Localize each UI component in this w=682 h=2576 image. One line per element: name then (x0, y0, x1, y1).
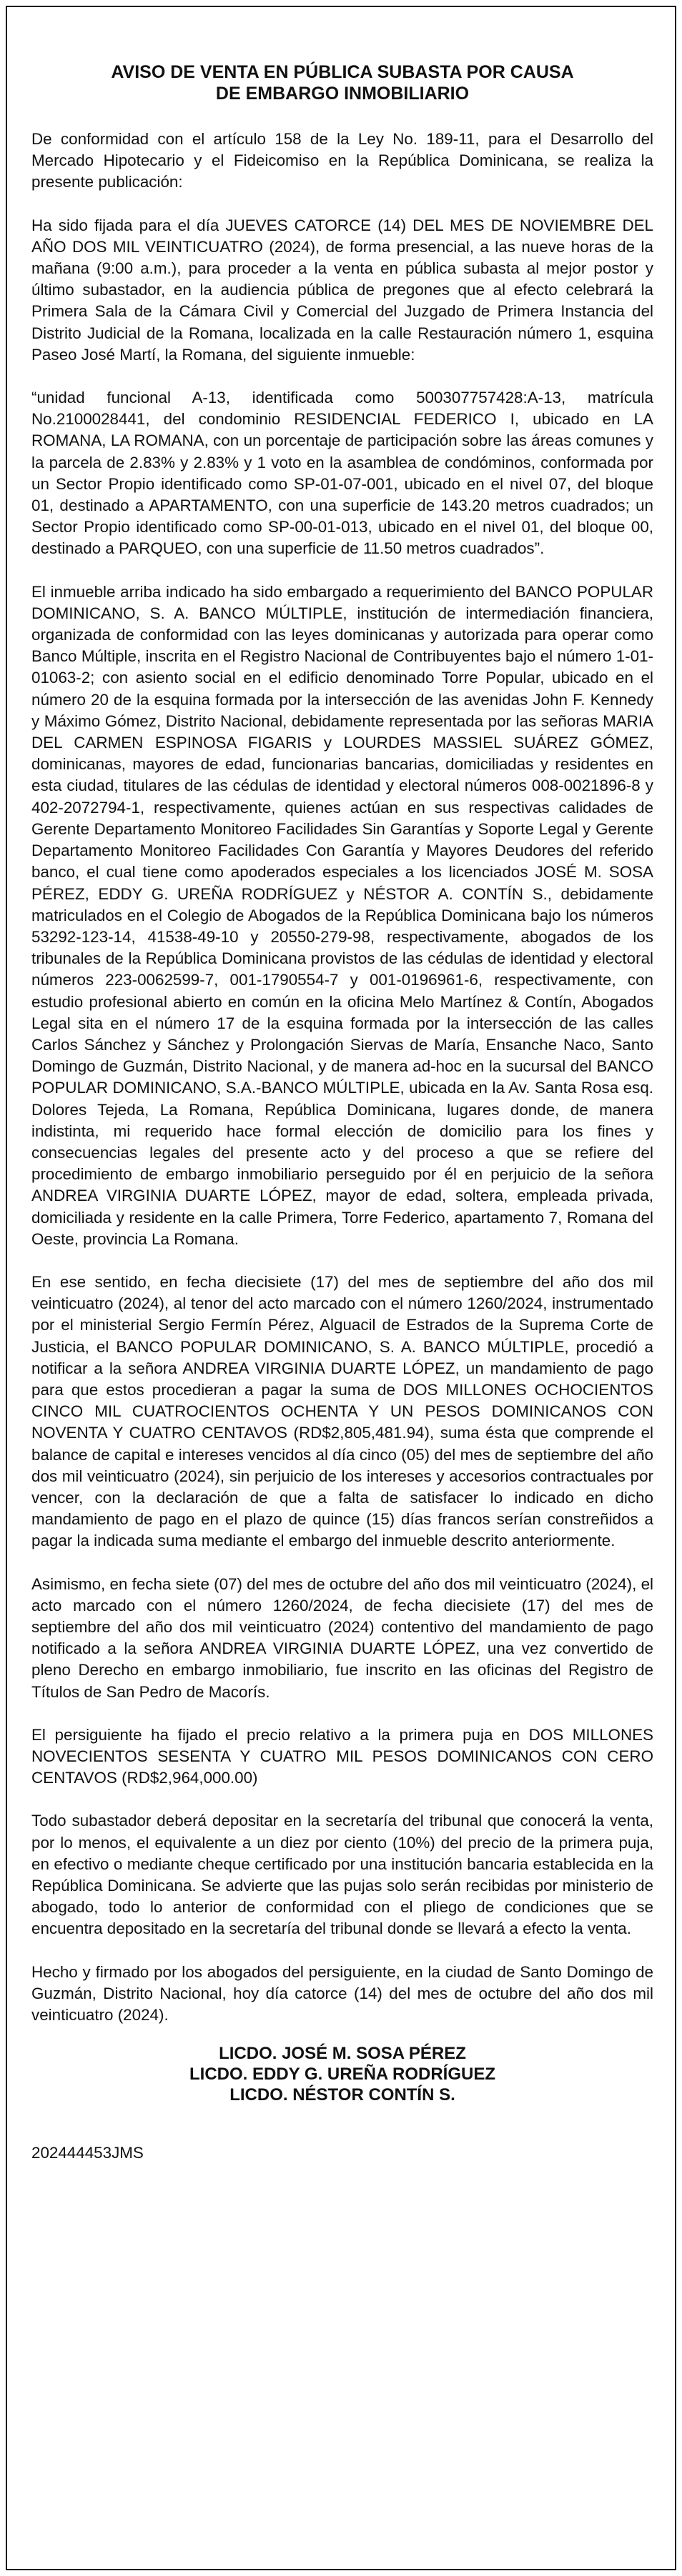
notice-frame (6, 6, 676, 2570)
notice-title-line2: DE EMBARGO INMOBILIARIO (215, 84, 470, 104)
paragraph-property-description: “unidad funcional A-13, identificada como 500307757428:A-13, matrícula No.2100028441, del condominio RESIDENCIAL FEDERICO I, ubicado en LA ROMANA, LA ROMANA, con un porcentaje de participación sobre las áreas comunes y la parcela de 2.83% y 2.83% y 1 voto en la asamblea de condóminos, conformada por un Sector Propio identificado como SP-01-07-001, ubicado en el nivel 07, del bloque 01, destinado a APARTAMENTO, con una superficie de 143.20 metros cuadrados; un Sector Propio identificado como SP-00-01-013, ubicado en el nivel 01, del bloque 00, destinado a PARQUEO, con una superficie de 11.50 metros cuadrados”. (31, 389, 653, 558)
signature-block (31, 2043, 653, 2105)
paragraph-deposit-conditions: Todo subastador deberá depositar en la secretaría del tribunal que conocerá la venta, por lo menos, el equivalente a un diez por ciento (10%) del precio de la primera puja, en efectivo o mediante cheque certificado por una institución bancaria establecida en la República Dominicana. Se advierte que las pujas solo serán recibidas por ministerio de abogado, todo lo anterior de conformidad con el pliego de condiciones que se encuentra depositado en la secretaría del tribunal donde se llevará a efecto la venta. (31, 1812, 653, 1938)
notice-title (31, 61, 653, 104)
signature-line: LICDO. NÉSTOR CONTÍN S. (229, 2085, 455, 2105)
paragraph-first-bid-price: El persiguiente ha fijado el precio relativo a la primera puja en DOS MILLONES NOVECIENTOS SESENTA Y CUATRO MIL PESOS DOMINICANOS CON CERO CENTAVOS (RD$2,964,000.00) (31, 1725, 653, 1787)
notice-body (31, 61, 653, 2164)
paragraph-signed: Hecho y firmado por los abogados del persiguiente, en la ciudad de Santo Domingo de Guzmán, Distrito Nacional, hoy día catorce (14) del mes de octubre del año dos mil veinticuatro (2024). (31, 1962, 653, 2025)
paragraph-auction-date: Ha sido fijada para el día JUEVES CATORCE (14) DEL MES DE NOVIEMBRE DEL AÑO DOS MIL VEINTICUATRO (2024), de forma presencial, a las nueve horas de la mañana (9:00 a.m.), para proceder a la venta en pública subasta al mejor postor y último subastador, en la audiencia pública de pregones que al efecto celebrará la Primera Sala de la Cámara Civil y Comercial del Juzgado de Primera Instancia del Distrito Judicial de la Romana, localizada en la calle Restauración número 1, esquina Paseo José Martí, la Romana, del siguiente inmueble: (31, 216, 653, 364)
paragraph-intro: De conformidad con el artículo 158 de la Ley No. 189-11, para el Desarrollo del Mercado Hipotecario y el Fideicomiso en la República Dominicana, se realiza la presente publicación: (31, 130, 653, 191)
paragraph-seizure-details: El inmueble arriba indicado ha sido embargado a requerimiento del BANCO POPULAR DOMINICANO, S. A. BANCO MÚLTIPLE, institución de intermediación financiera, organizada de conformidad con las leyes dominicanas y autorizada para operar como Banco Múltiple, inscrita en el Registro Nacional de Contribuyentes bajo el número 1-01-01063-2; con asiento social en el edificio denominado Torre Popular, ubicado en el número 20 de la esquina formada por la intersección de las avenidas John F. Kennedy y Máximo Gómez, Distrito Nacional, debidamente representada por las señoras MARIA DEL CARMEN ESPINOSA FIGARIS y LOURDES MASSIEL SUÁREZ GÓMEZ, dominicanas, mayores de edad, funcionarias bancarias, domiciliadas y residentes en esta ciudad, titulares de las cédulas de identidad y electoral números 008-0021896-8 y 402-2072794-1, respectivamente, quienes actúan en sus respectivas calidades de Gerente Departamento Monitoreo Facilidades Sin Garantías y Soporte Legal y Gerente Departamento Monitoreo Facilidades Con Garantía y Mayores Deudores del referido banco, el cual tiene como apoderados especiales a los licenciados JOSÉ M. SOSA PÉREZ, EDDY G. UREÑA RODRÍGUEZ y NÉSTOR A. CONTÍN S., debidamente matriculados en el Colegio de Abogados de la República Dominicana bajo los números 53292-123-14, 41538-49-10 y 20550-279-98, respectivamente, abogados de los tribunales de la República Dominicana provistos de las cédulas de identidad y electoral números 223-0062599-7, 001-1790554-7 y 001-0196961-6, respectivamente, con estudio profesional abierto en común en la oficina Melo Martínez & Contín, Abogados Legal sita en el número 17 de la esquina formada por la intersección de las calles Carlos Sánchez y Sánchez y Prolongación Siervas de María, Ensanche Naco, Santo Domingo de Guzmán, Distrito Nacional, y de manera ad-hoc en la sucursal del BANCO POPULAR DOMINICANO, S.A.-BANCO MÚLTIPLE, ubicada en la Av. Santa Rosa esq. Dolores Tejeda, La Romana, República Dominicana, lugares donde, de manera indistinta, mi requerido hace formal elección de domicilio para los fines y consecuencias legales del presente acto y del proceso a que se refiere del procedimiento de embargo inmobiliario perseguido por él en perjuicio de la señora ANDREA VIRGINIA DUARTE LÓPEZ, mayor de edad, soltera, empleada privada, domiciliada y residente en la calle Primera, Torre Federico, apartamento 7, Romana del Oeste, provincia La Romana. (31, 582, 653, 1248)
signature-line: LICDO. EDDY G. UREÑA RODRÍGUEZ (189, 2065, 496, 2085)
notice-title-line1: AVISO DE VENTA EN PÚBLICA SUBASTA POR CAUSA (111, 62, 574, 82)
paragraph-payment-order: En ese sentido, en fecha diecisiete (17) del mes de septiembre del año dos mil veinticuatro (2024), al tenor del acto marcado con el número 1260/2024, instrumentado por el ministerial Sergio Fermín Pérez, Alguacil de Estrados de la Suprema Corte de Justicia, el BANCO POPULAR DOMINICANO, S. A. BANCO MÚLTIPLE, procedió a notificar a la señora ANDREA VIRGINIA DUARTE LÓPEZ, un mandamiento de pago para que estos procedieran a pagar la suma de DOS MILLONES OCHOCIENTOS CINCO MIL CUATROCIENTOS OCHENTA Y UN PESOS DOMINICANOS CON NOVENTA Y CUATRO CENTAVOS (RD$2,805,481.94), suma ésta que comprende el balance de capital e intereses vencidos al día cinco (05) del mes de septiembre del año dos mil veinticuatro (2024), sin perjuicio de los intereses y accesorios contractuales por vencer, con la declaración de que a falta de satisfacer lo indicado en dicho mandamiento de pago en el plazo de quince (15) días francos serían constreñidos a pagar la indicada suma mediante el embargo del inmueble descrito anteriormente. (31, 1272, 653, 1550)
signature-line: LICDO. JOSÉ M. SOSA PÉREZ (219, 2044, 466, 2064)
publication-code: 202444453JMS (31, 2144, 144, 2162)
paragraph-registration: Asimismo, en fecha siete (07) del mes de octubre del año dos mil veinticuatro (2024), el acto marcado con el número 1260/2024, de fecha diecisiete (17) del mes de septiembre del año dos mil veinticuatro (2024) contentivo del mandamiento de pago notificado a la señora ANDREA VIRGINIA DUARTE LÓPEZ, una vez convertido de pleno Derecho en embargo inmobiliario, fue inscrito en las oficinas del Registro de Títulos de San Pedro de Macorís. (31, 1574, 653, 1701)
